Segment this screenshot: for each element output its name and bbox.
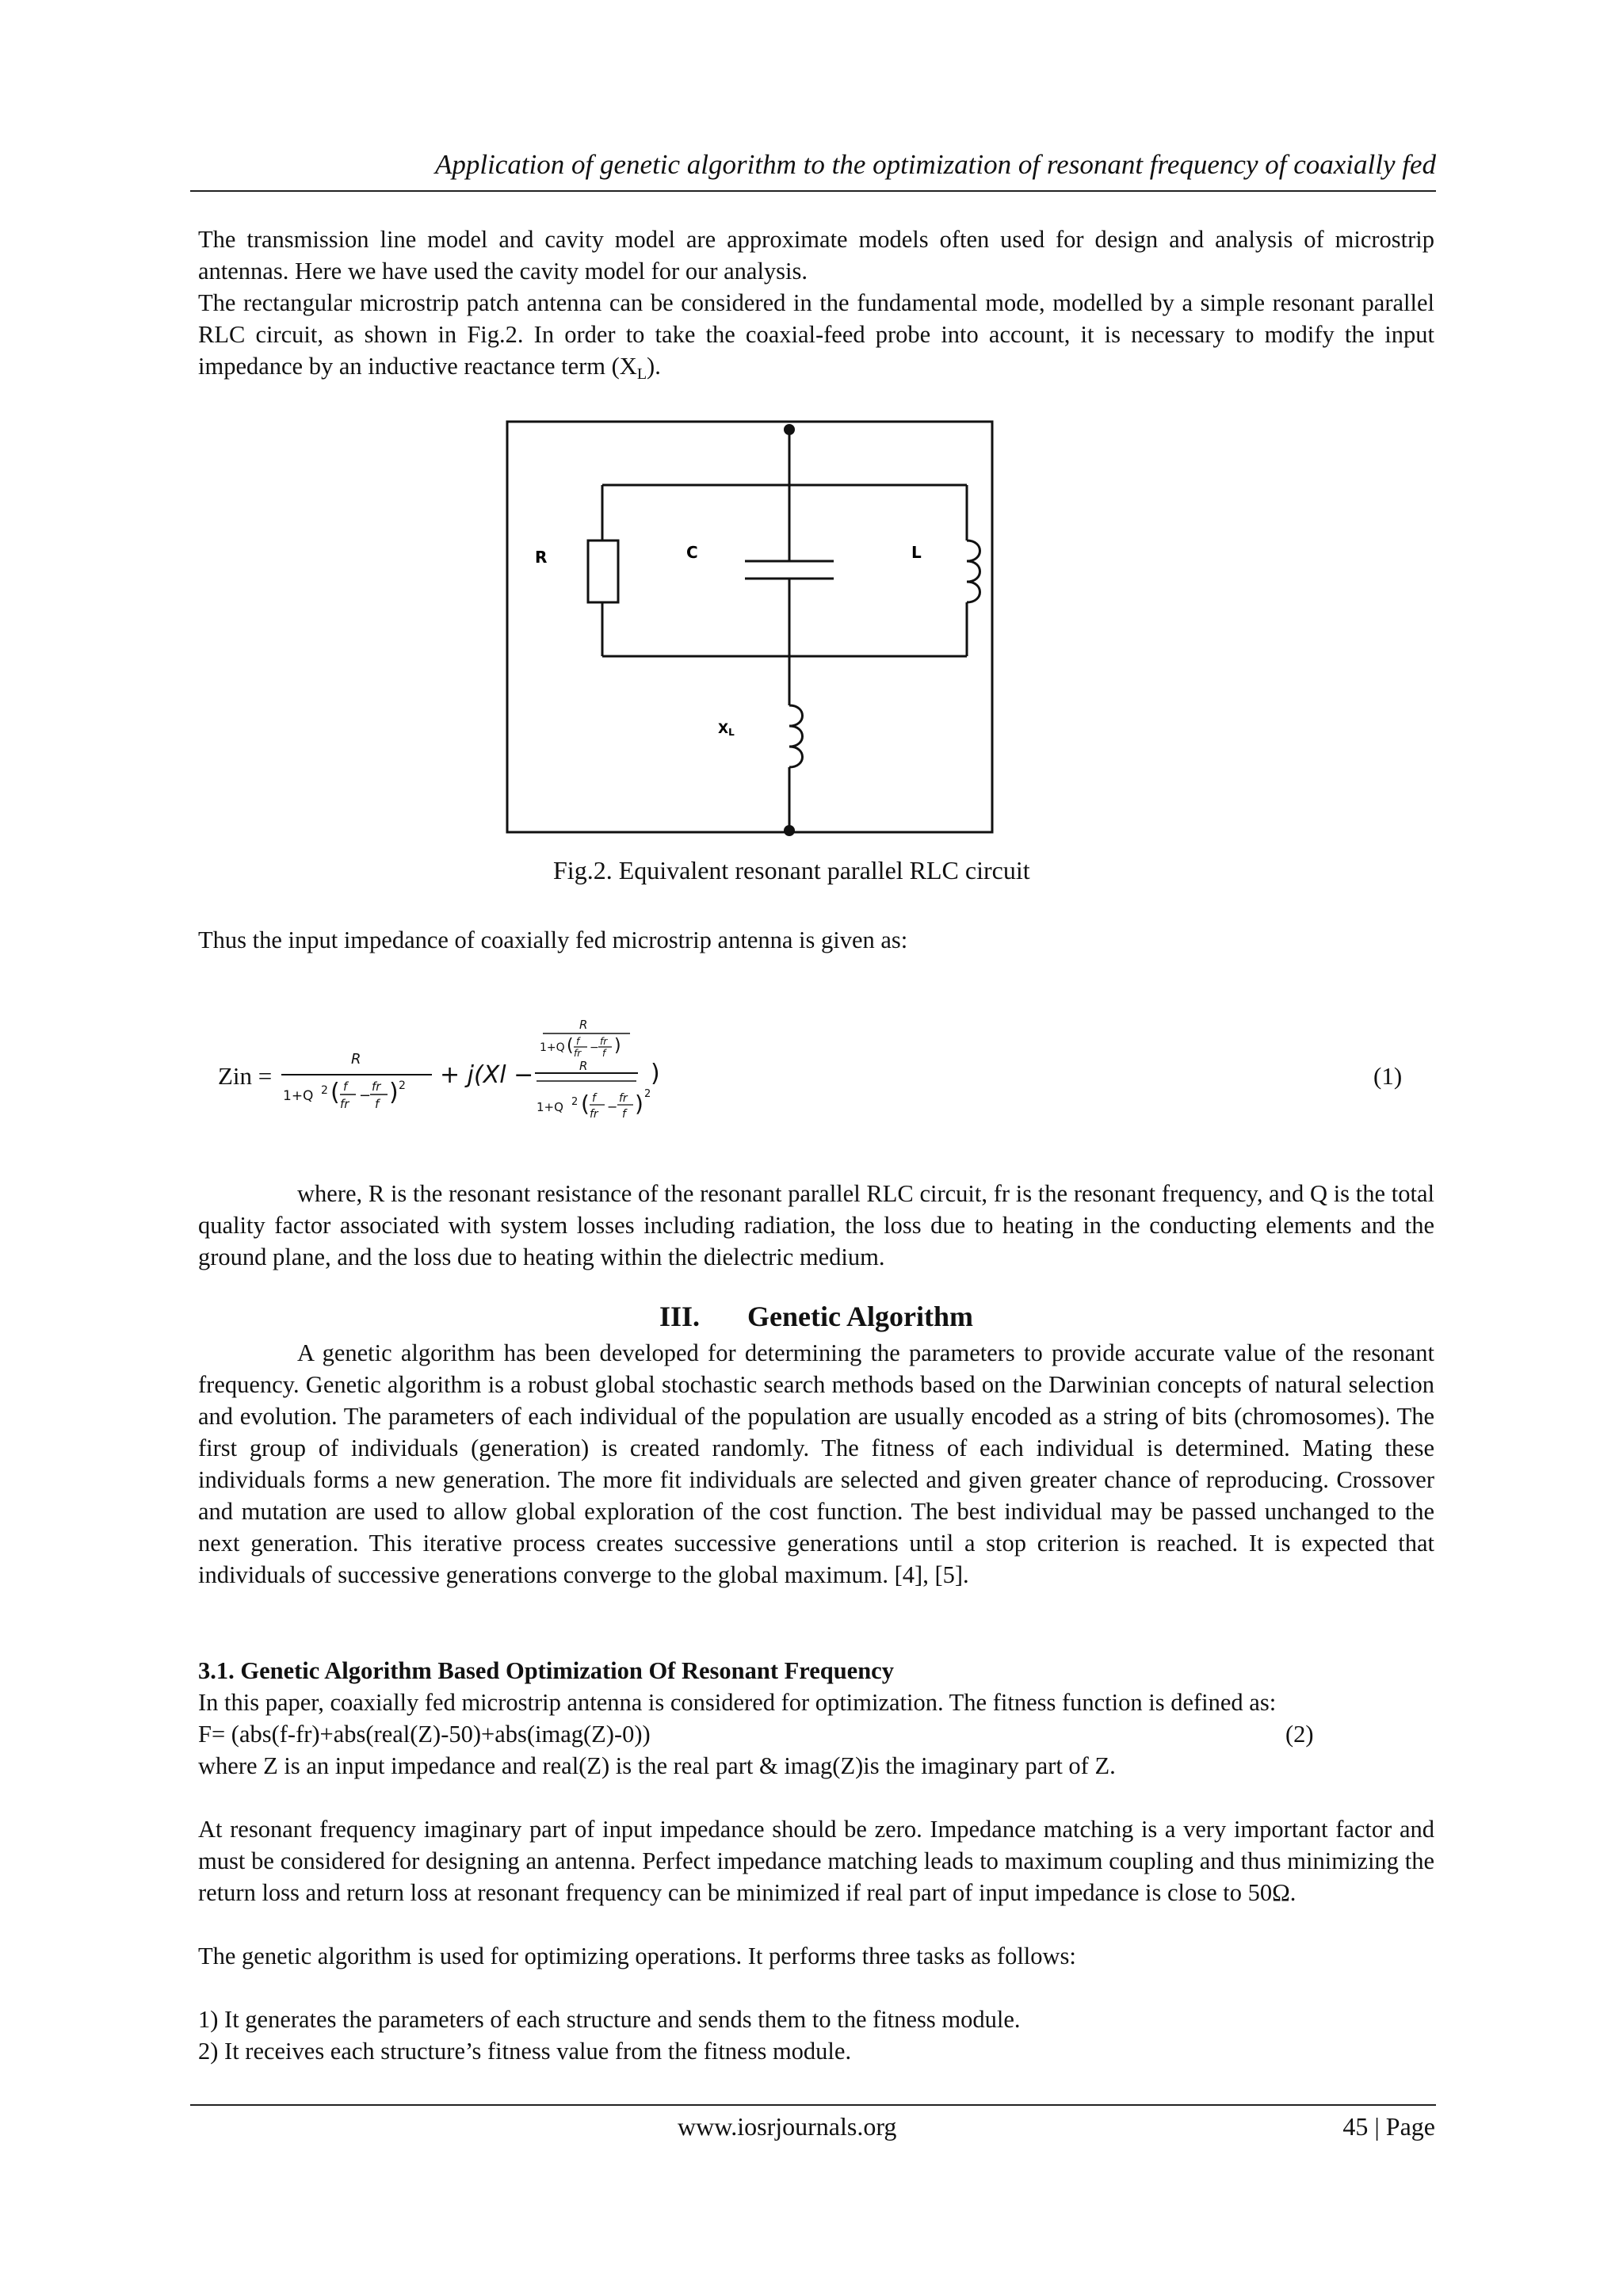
svg-text:): ) (651, 1060, 660, 1087)
svg-text:2: 2 (571, 1096, 579, 1108)
svg-text:+ j(Xl −: + j(Xl − (440, 1061, 534, 1089)
svg-text:−: − (607, 1099, 618, 1114)
intro-paragraph-2: The rectangular microstrip patch antenna can be considered in the fundamental mode, modelled by a simple resonant parallel RLC circuit, as shown in Fig.2. In order to take the coaxial-feed probe into account, it is necessary to modify the input impedance by an inductive reactance term $(X_L)$. (198, 289, 1434, 383)
eq1-number: (1) (1373, 1062, 1403, 1090)
label-l: L (911, 543, 922, 562)
figure-frame (507, 422, 992, 832)
inductor-xl (789, 705, 803, 767)
svg-text:2: 2 (644, 1088, 651, 1100)
header-rule (190, 190, 1436, 192)
fitness-equation: F= (abs(f-fr)+abs(real(Z)-50)+abs(imag(Z)-0)) (198, 1721, 651, 1748)
subsection-line1: In this paper, coaxially fed microstrip antenna is considered for optimization. The fitness function is defined as: (198, 1689, 1277, 1716)
svg-text:): ) (614, 1036, 621, 1056)
svg-text:R: R (579, 1018, 588, 1032)
subsection-heading: 3.1. Genetic Algorithm Based Optimization Of Resonant Frequency (198, 1657, 894, 1684)
svg-text:f: f (576, 1036, 580, 1047)
svg-text:fr: fr (590, 1108, 598, 1121)
task-item-2: 2) It receives each structure’s fitness value from the fitness module. (198, 2038, 852, 2065)
svg-text:R: R (579, 1059, 588, 1073)
footer-rule (190, 2104, 1436, 2106)
svg-text:fr: fr (619, 1092, 628, 1105)
svg-text:−: − (359, 1087, 372, 1104)
svg-text:R: R (351, 1051, 361, 1068)
tasks-intro: The genetic algorithm is used for optimizing operations. It performs three tasks as follows: (198, 1943, 1076, 1969)
svg-text:fr: fr (372, 1079, 381, 1094)
svg-text:1+Q: 1+Q (540, 1041, 565, 1054)
svg-text:f: f (622, 1108, 626, 1121)
label-c: C (686, 543, 698, 562)
svg-text:fr: fr (600, 1036, 608, 1047)
section3-body: A genetic algorithm has been developed for determining the parameters to provide accurate value of the resonant frequency. Genetic algorithm is a robust global stochastic search methods based on the Darwinian concepts of natural selection and evolution. The parameters of each individual of the population are usually encoded as a string of bits (chromosomes). The first group of individuals (generation) is created randomly. The fitness of each individual is determined. Mating these individuals forms a new generation. The more fit individuals are selected and given greater chance of reproducing. Crossover and mutation are used to allow global exploration of the cost function. The best individual may be passed unchanged to the next generation. This iterative process creates successive generations until a stop criterion is reached. It is expected that individuals of successive generations converge to the global maximum. [4], [5]. (198, 1339, 1434, 1588)
eq2-number: (2) (1285, 1721, 1314, 1748)
label-xl: XL (718, 721, 735, 738)
svg-text:1+Q: 1+Q (537, 1100, 563, 1114)
svg-text:): ) (389, 1079, 399, 1106)
svg-text:−: − (590, 1041, 599, 1054)
svg-text:2: 2 (399, 1079, 406, 1092)
footer-url[interactable]: www.iosrjournals.org (678, 2112, 897, 2141)
impedance-matching-paragraph: At resonant frequency imaginary part of input impedance should be zero. Impedance matching is a very important factor and must be considered for designing an antenna. Perfect impedance matching leads to maximum coupling and thus minimizing the return loss and return loss at resonant frequency can be minimized if real part of input impedance is close to 50Ω. (198, 1816, 1434, 1906)
resistor (588, 541, 618, 602)
svg-text:(: ( (567, 1036, 574, 1056)
equation-1 (281, 1014, 725, 1149)
svg-text:fr: fr (574, 1048, 582, 1059)
bottom-node (784, 825, 795, 836)
subsection-line3: where Z is an input impedance and real(Z) is the real part & imag(Z)is the imaginary part of Z. (198, 1752, 1116, 1779)
inductor-l (967, 541, 980, 602)
section-heading: III. Genetic Algorithm (659, 1301, 973, 1332)
svg-text:f: f (375, 1097, 380, 1111)
where-paragraph: where, R is the resonant resistance of the resonant parallel RLC circuit, fr is the resonant frequency, and Q is the total quality factor associated with system losses including radiation, the loss due to heating in the conducting elements and the ground plane, and the loss due to heating within the dielectric medium. (198, 1180, 1434, 1270)
svg-text:(: ( (330, 1079, 340, 1106)
impedance-intro: Thus the input impedance of coaxially fed microstrip antenna is given as: (198, 926, 908, 953)
svg-text:): ) (635, 1091, 643, 1117)
svg-text:fr: fr (340, 1097, 349, 1111)
svg-text:(: ( (581, 1091, 590, 1117)
intro-paragraph-1: The transmission line model and cavity model are approximate models often used for design and analysis of microstrip antennas. Here we have used the cavity model for our analysis. (198, 226, 1434, 285)
page-number: 45 | Page (1342, 2112, 1435, 2141)
task-item-1: 1) It generates the parameters of each structure and sends them to the fitness module. (198, 2006, 1021, 2033)
eq1-lhs: Zin = (218, 1062, 273, 1090)
rlc-circuit-figure (499, 412, 1006, 848)
label-r: R (535, 548, 548, 567)
svg-text:f: f (602, 1048, 606, 1059)
svg-text:1+Q: 1+Q (283, 1088, 314, 1104)
svg-text:f: f (592, 1092, 596, 1105)
figure-caption: Fig.2. Equivalent resonant parallel RLC circuit (553, 856, 1030, 884)
running-header: Application of genetic algorithm to the optimization of resonant frequency of coaxially fed (434, 149, 1436, 180)
svg-text:f: f (343, 1079, 348, 1094)
svg-text:2: 2 (321, 1084, 328, 1097)
